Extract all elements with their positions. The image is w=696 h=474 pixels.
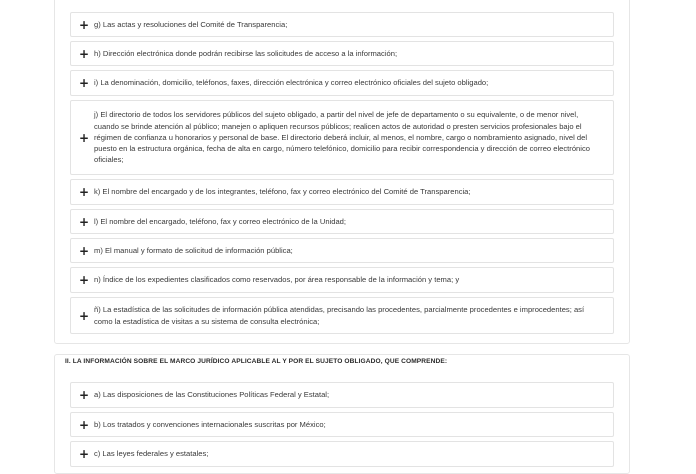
accordion-item-b[interactable]: [70, 412, 614, 437]
plus-icon[interactable]: +: [78, 76, 90, 90]
accordion-item-c[interactable]: [70, 441, 614, 467]
accordion-item-l[interactable]: [70, 209, 614, 234]
accordion-item-label: c) Las leyes federales y estatales;: [94, 449, 209, 459]
accordion-item-label: l) El nombre del encargado, teléfono, fax y correo electrónico de la Unidad;: [94, 216, 347, 226]
accordion-item-label: k) El nombre del encargado y de los integrantes, teléfono, fax y correo electrónico del Comité de Transparencia;: [94, 187, 471, 197]
accordion-item-label: g) Las actas y resoluciones del Comité de Transparencia;: [94, 19, 288, 29]
accordion-item-label: i) La denominación, domicilio, teléfonos, faxes, dirección electrónica y correo electrónico oficiales del sujeto obligado;: [94, 78, 489, 88]
accordion-item-label: m) El manual y formato de solicitud de información pública;: [94, 245, 293, 255]
accordion-item-label: a) Las disposiciones de las Constituciones Políticas Federal y Estatal;: [94, 390, 330, 400]
section-2-title: II. LA INFORMACIÓN SOBRE EL MARCO JURÍDICO APLICABLE AL Y POR EL SUJETO OBLIGADO, QUE COMPRENDE:: [65, 358, 448, 365]
accordion-item-label: ñ) La estadística de las solicitudes de información pública atendidas, precisando las procedentes, parcialmente procedentes e improcedentes; así como la estadística de visitas a su sistema de consulta electrónica;: [94, 305, 585, 326]
accordion-item-label: h) Dirección electrónica donde podrán recibirse las solicitudes de acceso a la información;: [94, 48, 398, 58]
plus-icon[interactable]: +: [78, 273, 90, 287]
accordion-item-g[interactable]: [70, 12, 614, 37]
accordion-item-enie[interactable]: [70, 297, 614, 334]
accordion-item-label: j) El directorio de todos los servidores públicos del sujeto obligado, a partir del nivel de jefe de departamento o su equivalente, o de menor nivel, cuando se brinde atención al público; manejen o apliquen recursos públicos; realicen actos de autoridad o presten servicios profesionales bajo el régimen de confianza u honorarios y personal de base. El directorio deberá incluir, al menos, el nombre, cargo o nombramiento asignado, nivel del puesto en la estructura orgánica, fecha de alta en cargo, número telefónico, domicilio para recibir correspondencia y dirección de correo electrónico oficiales;: [94, 110, 590, 165]
accordion-item-label: n) Índice de los expedientes clasificados como reservados, por área responsable de la información y tema; y: [94, 275, 460, 285]
plus-icon[interactable]: +: [78, 214, 90, 229]
plus-icon[interactable]: +: [78, 17, 90, 32]
plus-icon[interactable]: +: [78, 243, 90, 258]
accordion-item-j[interactable]: [70, 100, 614, 175]
accordion-item-h[interactable]: [70, 41, 614, 66]
plus-icon[interactable]: +: [78, 130, 90, 145]
accordion-item-n[interactable]: [70, 267, 614, 293]
accordion-item-k[interactable]: [70, 179, 614, 205]
accordion-item-a[interactable]: [70, 382, 614, 408]
plus-icon[interactable]: +: [78, 46, 90, 61]
accordion-item-label: b) Los tratados y convenciones internacionales suscritas por México;: [94, 419, 326, 429]
plus-icon[interactable]: +: [78, 308, 90, 323]
accordion-item-m[interactable]: [70, 238, 614, 263]
plus-icon[interactable]: +: [78, 185, 90, 199]
plus-icon[interactable]: +: [78, 417, 90, 432]
accordion-item-i[interactable]: [70, 70, 614, 96]
plus-icon[interactable]: +: [78, 388, 90, 402]
plus-icon[interactable]: +: [78, 447, 90, 461]
